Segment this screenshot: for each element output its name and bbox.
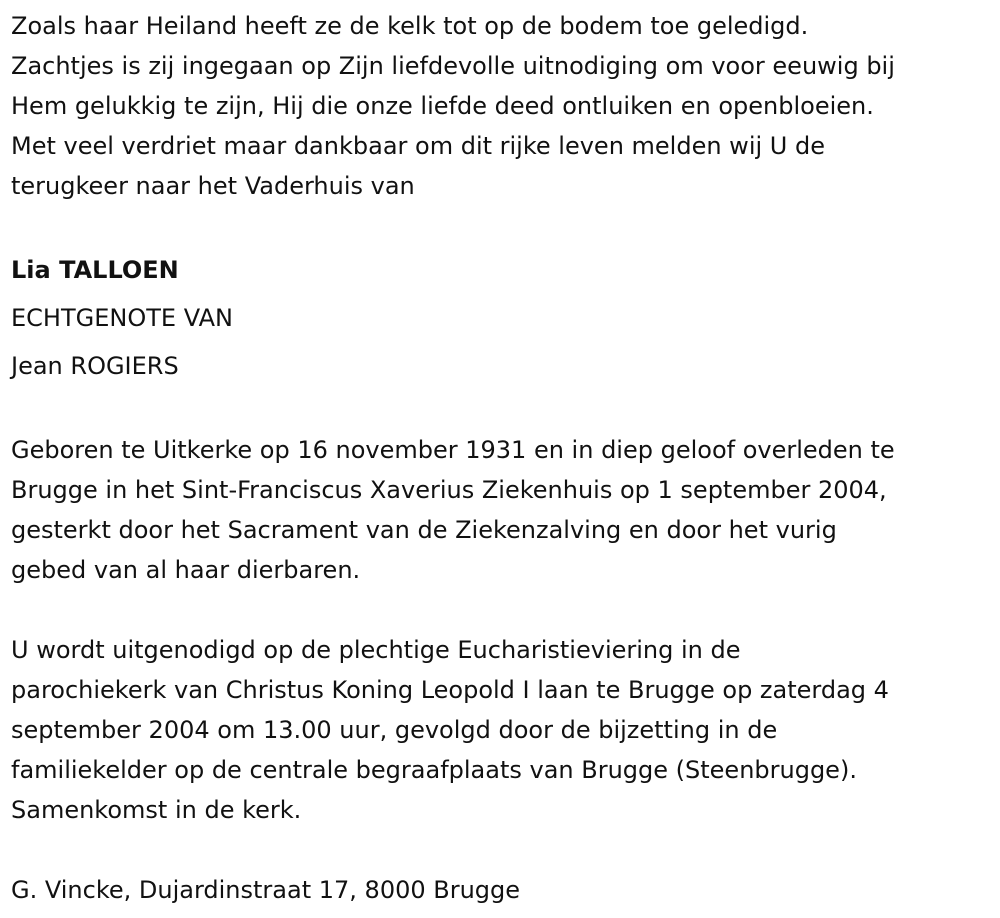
contact-paragraph [11,870,995,910]
ceremony-line: september 2004 om 13.00 uur, gevolgd door de bijzetting in de [11,716,778,744]
ceremony-line: U wordt uitgenodigd op de plechtige Eucharistieviering in de [11,636,741,664]
ceremony-paragraph [11,630,995,830]
obituary-document [11,6,995,910]
birth-death-line: gesterkt door het Sacrament van de Ziekenzalving en door het vurig [11,516,837,544]
intro-line: Hem gelukkig te zijn, Hij die onze liefde deed ontluiken en openbloeien. [11,92,874,120]
birth-death-line: Geboren te Uitkerke op 16 november 1931 en in diep geloof overleden te [11,436,895,464]
spacer [11,390,995,430]
ceremony-line: Samenkomst in de kerk. [11,796,302,824]
ceremony-line: parochiekerk van Christus Koning Leopold I laan te Brugge op zaterdag 4 [11,676,889,704]
funeral-home-address: G. Vincke, Dujardinstraat 17, 8000 Brugge [11,876,521,904]
ceremony-line: familiekelder op de centrale begraafplaats van Brugge (Steenbrugge). [11,756,857,784]
intro-line: terugkeer naar het Vaderhuis van [11,172,415,200]
deceased-block [11,246,995,390]
birth-death-paragraph [11,430,995,590]
intro-line: Met veel verdriet maar dankbaar om dit rijke leven melden wij U de [11,132,825,160]
birth-death-line: Brugge in het Sint-Franciscus Xaverius Ziekenhuis op 1 september 2004, [11,476,887,504]
intro-line: Zoals haar Heiland heeft ze de kelk tot op de bodem toe geledigd. [11,12,809,40]
spacer [11,830,995,870]
deceased-name: Lia TALLOEN [11,256,179,284]
spacer [11,590,995,630]
relation-label: ECHTGENOTE VAN [11,304,233,332]
intro-line: Zachtjes is zij ingegaan op Zijn liefdevolle uitnodiging om voor eeuwig bij [11,52,895,80]
birth-death-line: gebed van al haar dierbaren. [11,556,361,584]
intro-paragraph [11,6,995,206]
spouse-name: Jean ROGIERS [11,352,179,380]
spacer [11,206,995,246]
